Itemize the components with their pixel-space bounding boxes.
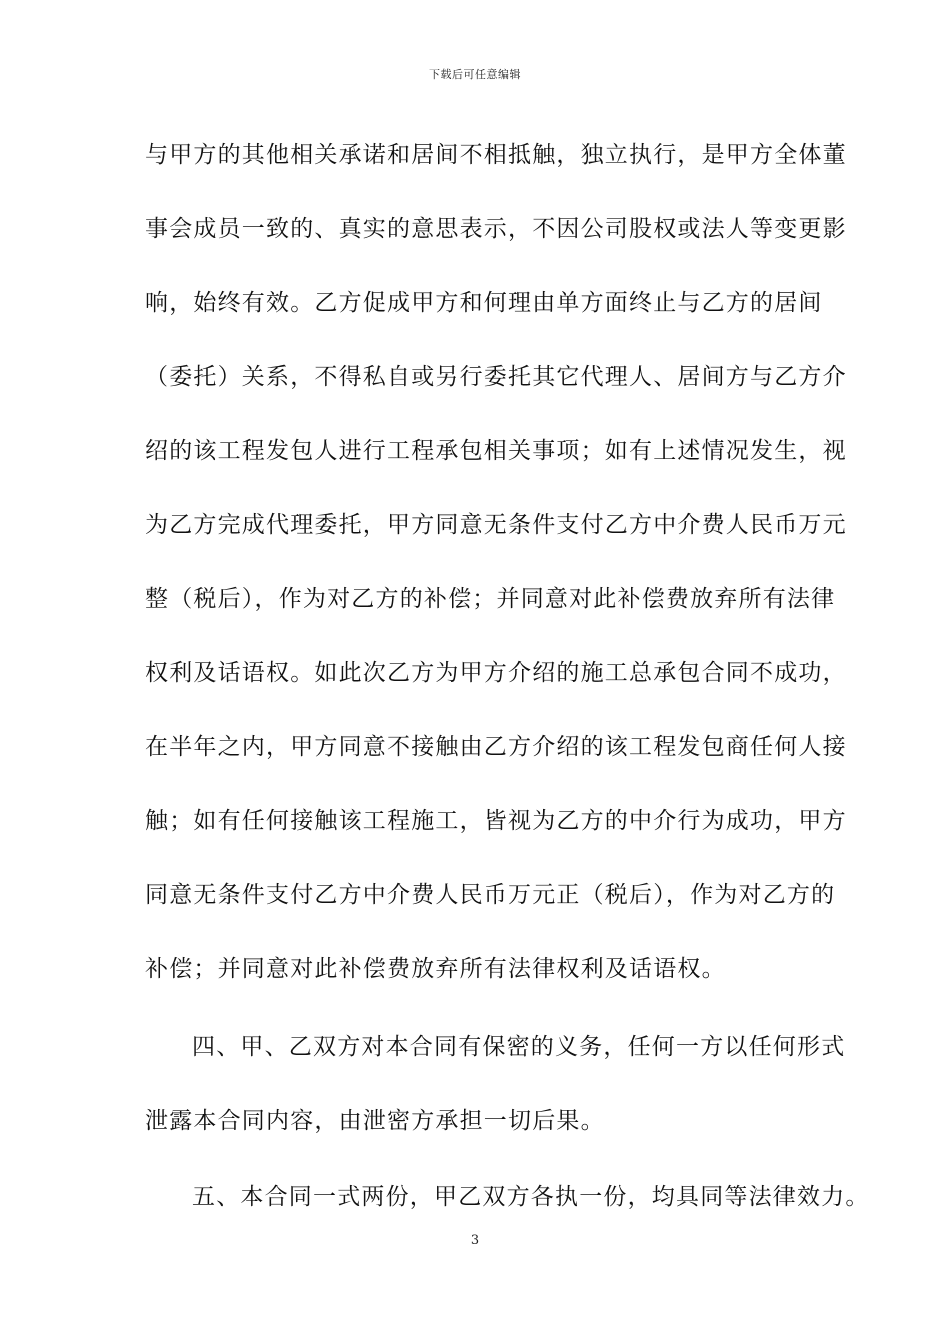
body-line-3: 响，始终有效。乙方促成甲方和何理由单方面终止与乙方的居间: [145, 290, 823, 316]
body-line-9: 在半年之内，甲方同意不接触由乙方介绍的该工程发包商任何人接: [145, 734, 847, 760]
body-line-2: 事会成员一致的、真实的意思表示，不因公司股权或法人等变更影: [145, 216, 847, 242]
body-line-4: （委托）关系，不得私自或另行委托其它代理人、居间方与乙方介: [145, 364, 847, 390]
body-line-12: 补偿；并同意对此补偿费放弃所有法律权利及话语权。: [145, 956, 726, 982]
body-line-7: 整（税后），作为对乙方的补偿；并同意对此补偿费放弃所有法律: [145, 586, 836, 612]
body-line-8: 权利及话语权。如此次乙方为甲方介绍的施工总承包合同不成功，: [145, 660, 847, 686]
body-line-14: 泄露本合同内容，由泄密方承担一切后果。: [145, 1108, 605, 1134]
body-line-15: 五、本合同一式两份，甲乙双方各执一份，均具同等法律效力。: [192, 1184, 870, 1210]
body-line-5: 绍的该工程发包人进行工程承包相关事项；如有上述情况发生，视: [145, 438, 847, 464]
body-line-13: 四、甲、乙双方对本合同有保密的义务，任何一方以任何形式: [192, 1034, 846, 1060]
body-line-1: 与甲方的其他相关承诺和居间不相抵触，独立执行，是甲方全体董: [145, 142, 847, 168]
body-line-11: 同意无条件支付乙方中介费人民币万元正（税后），作为对乙方的: [145, 882, 836, 908]
page-header: 下载后可任意编辑: [429, 68, 521, 81]
page-number: 3: [470, 1233, 480, 1248]
body-line-6: 为乙方完成代理委托，甲方同意无条件支付乙方中介费人民币万元: [145, 512, 847, 538]
body-line-10: 触；如有任何接触该工程施工，皆视为乙方的中介行为成功，甲方: [145, 808, 847, 834]
